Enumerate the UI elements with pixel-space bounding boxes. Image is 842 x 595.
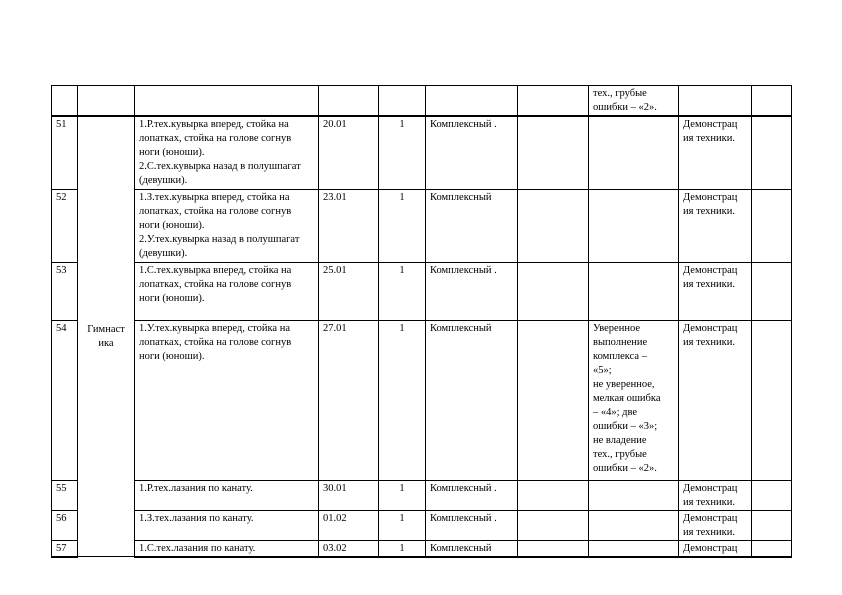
table-row	[52, 189, 792, 262]
cell-method	[679, 86, 752, 117]
cell-num: 54	[52, 320, 78, 480]
cell-content	[135, 86, 319, 117]
cell-criteria	[589, 480, 679, 510]
cell-criteria	[589, 116, 679, 189]
cell-empty	[518, 116, 589, 189]
cell-notes	[752, 262, 792, 320]
cell-empty	[518, 510, 589, 540]
cell-notes	[752, 189, 792, 262]
cell-type: Комплексный .	[426, 262, 518, 320]
table-row	[52, 480, 792, 510]
cell-type: Комплексный .	[426, 510, 518, 540]
cell-criteria	[589, 262, 679, 320]
cell-type: Комплексный .	[426, 116, 518, 189]
cell-type: Комплексный	[426, 189, 518, 262]
cell-date: 23.01	[319, 189, 379, 262]
table-row	[52, 86, 792, 117]
cell-criteria: Уверенное выполнение комплекса – «5»; не уверенное, мелкая ошибка – «4»; две ошибки – «3»; не владение тех., грубые ошибки – «2».	[589, 320, 679, 480]
cell-notes	[752, 540, 792, 557]
cell-content: 1.Р.тех.лазания по канату.	[135, 480, 319, 510]
cell-method: Демонстрац ия техники.	[679, 320, 752, 480]
cell-num: 55	[52, 480, 78, 510]
cell-type: Комплексный .	[426, 480, 518, 510]
cell-date: 03.02	[319, 540, 379, 557]
cell-method: Демонстрац ия техники.	[679, 262, 752, 320]
cell-date	[319, 86, 379, 117]
cell-empty	[518, 262, 589, 320]
cell-type	[426, 86, 518, 117]
cell-method: Демонстрац	[679, 540, 752, 557]
section-label: Гимнаст ика	[78, 116, 135, 557]
cell-content: 1.Р.тех.кувырка вперед, стойка на лопатках, стойка на голове согнув ноги (юноши). 2.С.тех.кувырка назад в полушпагат (девушки).	[135, 116, 319, 189]
cell-num	[52, 86, 78, 117]
cell-method: Демонстрац ия техники.	[679, 480, 752, 510]
cell-empty	[518, 540, 589, 557]
cell-criteria	[589, 510, 679, 540]
cell-empty	[518, 189, 589, 262]
cell-content: 1.С.тех.кувырка вперед, стойка на лопатках, стойка на голове согнув ноги (юноши).	[135, 262, 319, 320]
cell-hours: 1	[379, 320, 426, 480]
cell-num: 52	[52, 189, 78, 262]
cell-date: 25.01	[319, 262, 379, 320]
cell-hours: 1	[379, 540, 426, 557]
cell-section	[78, 86, 135, 117]
cell-method: Демонстрац ия техники.	[679, 510, 752, 540]
cell-notes	[752, 320, 792, 480]
cell-criteria: тех., грубые ошибки – «2».	[589, 86, 679, 117]
cell-num: 56	[52, 510, 78, 540]
cell-empty	[518, 480, 589, 510]
cell-content: 1.З.тех.кувырка вперед, стойка на лопатках, стойка на голове согнув ноги (юноши). 2.У.тех.кувырка назад в полушпагат (девушки).	[135, 189, 319, 262]
cell-empty	[518, 320, 589, 480]
cell-hours: 1	[379, 262, 426, 320]
cell-num: 53	[52, 262, 78, 320]
cell-type: Комплексный	[426, 540, 518, 557]
cell-hours: 1	[379, 189, 426, 262]
cell-num: 51	[52, 116, 78, 189]
cell-hours: 1	[379, 480, 426, 510]
cell-date: 27.01	[319, 320, 379, 480]
lesson-plan-table	[51, 85, 792, 558]
cell-num: 57	[52, 540, 78, 557]
table-row	[52, 262, 792, 320]
cell-criteria	[589, 540, 679, 557]
cell-content: 1.С.тех.лазания по канату.	[135, 540, 319, 557]
cell-notes	[752, 480, 792, 510]
cell-empty	[518, 86, 589, 117]
cell-criteria	[589, 189, 679, 262]
table-row	[52, 540, 792, 557]
cell-hours: 1	[379, 510, 426, 540]
cell-notes	[752, 116, 792, 189]
table-row	[52, 510, 792, 540]
table-row	[52, 320, 792, 480]
cell-notes	[752, 86, 792, 117]
cell-date: 01.02	[319, 510, 379, 540]
cell-notes	[752, 510, 792, 540]
cell-date: 30.01	[319, 480, 379, 510]
cell-hours: 1	[379, 116, 426, 189]
cell-type: Комплексный	[426, 320, 518, 480]
cell-hours	[379, 86, 426, 117]
table-row	[52, 116, 792, 189]
cell-content: 1.З.тех.лазания по канату.	[135, 510, 319, 540]
cell-method: Демонстрац ия техники.	[679, 189, 752, 262]
cell-date: 20.01	[319, 116, 379, 189]
cell-method: Демонстрац ия техники.	[679, 116, 752, 189]
cell-content: 1.У.тех.кувырка вперед, стойка на лопатках, стойка на голове согнув ноги (юноши).	[135, 320, 319, 480]
